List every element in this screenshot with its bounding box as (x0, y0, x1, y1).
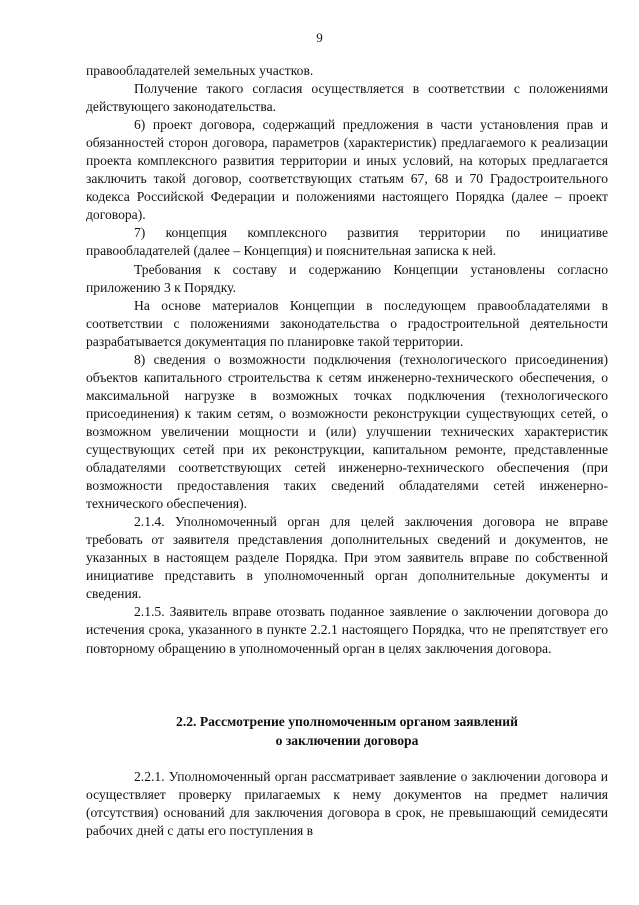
section-heading-line: о заключении договора (275, 732, 419, 748)
document-body (86, 62, 608, 658)
paragraph: Требования к составу и содержанию Концепции установлены согласно приложению 3 к Порядку. (86, 261, 608, 295)
paragraph: 2.2.1. Уполномоченный орган рассматривает заявление о заключении договора и осуществляет проверку прилагаемых к нему документов на предмет наличия (отсутствия) оснований для заключения договора в срок, не превышающий семидесяти рабочих дней с даты его поступления в (86, 769, 608, 839)
section-heading (86, 713, 608, 750)
paragraph: 8) сведения о возможности подключения (технологического присоединения) объектов капитального строительства к сетям инженерно-технического обеспечения, о максимальной нагрузке в возможных точках подключения (технологического присоединения) к таким сетям, о возможности реконструкции существующих сетей, о возможном увеличении мощности и (или) улучшении технических характеристик существующих сетей при их реконструкции, капитальном ремонте, представленные обладателями соответствующих сетей инженерно-технического обеспечения (при возможности предоставления таких сведений обладателями сетей инженерно-технического обеспечения). (86, 351, 608, 512)
paragraph: правообладателей земельных участков. (86, 63, 314, 78)
paragraph: 7) концепция комплексного развития территории по инициативе правообладателей (далее – Концепция) и пояснительная записка к ней. (86, 225, 608, 259)
page-number: 9 (316, 30, 323, 45)
paragraph: 2.1.4. Уполномоченный орган для целей заключения договора не вправе требовать от заявителя представления дополнительных сведений и документов, не указанных в настоящем разделе Порядка. При этом заявитель вправе по собственной инициативе представить в уполномоченный орган дополнительные документы и сведения. (86, 514, 608, 602)
document-body-continued (86, 768, 608, 840)
paragraph: 2.1.5. Заявитель вправе отозвать поданное заявление о заключении договора до истечения срока, указанного в пункте 2.2.1 настоящего Порядка, что не препятствует его повторному обращению в уполномоченный орган в целях заключения договора. (86, 604, 608, 656)
section-heading-line: 2.2. Рассмотрение уполномоченным органом заявлений (176, 714, 518, 729)
paragraph: Получение такого согласия осуществляется в соответствии с положениями действующего законодательства. (86, 81, 608, 115)
paragraph: 6) проект договора, содержащий предложения в части установления прав и обязанностей сторон договора, параметров (характеристик) предлагаемого к реализации проекта комплексного развития территории и иных условий, на которых предлагается заключить такой договор, соответствующих статьям 67, 68 и 70 Градостроительного кодекса Российской Федерации и положениями настоящего Порядка (далее – проект договора). (86, 117, 608, 223)
paragraph: На основе материалов Концепции в последующем правообладателями в соответствии с положениями законодательства о градостроительной деятельности разрабатывается документация по планировке такой территории. (86, 297, 608, 349)
